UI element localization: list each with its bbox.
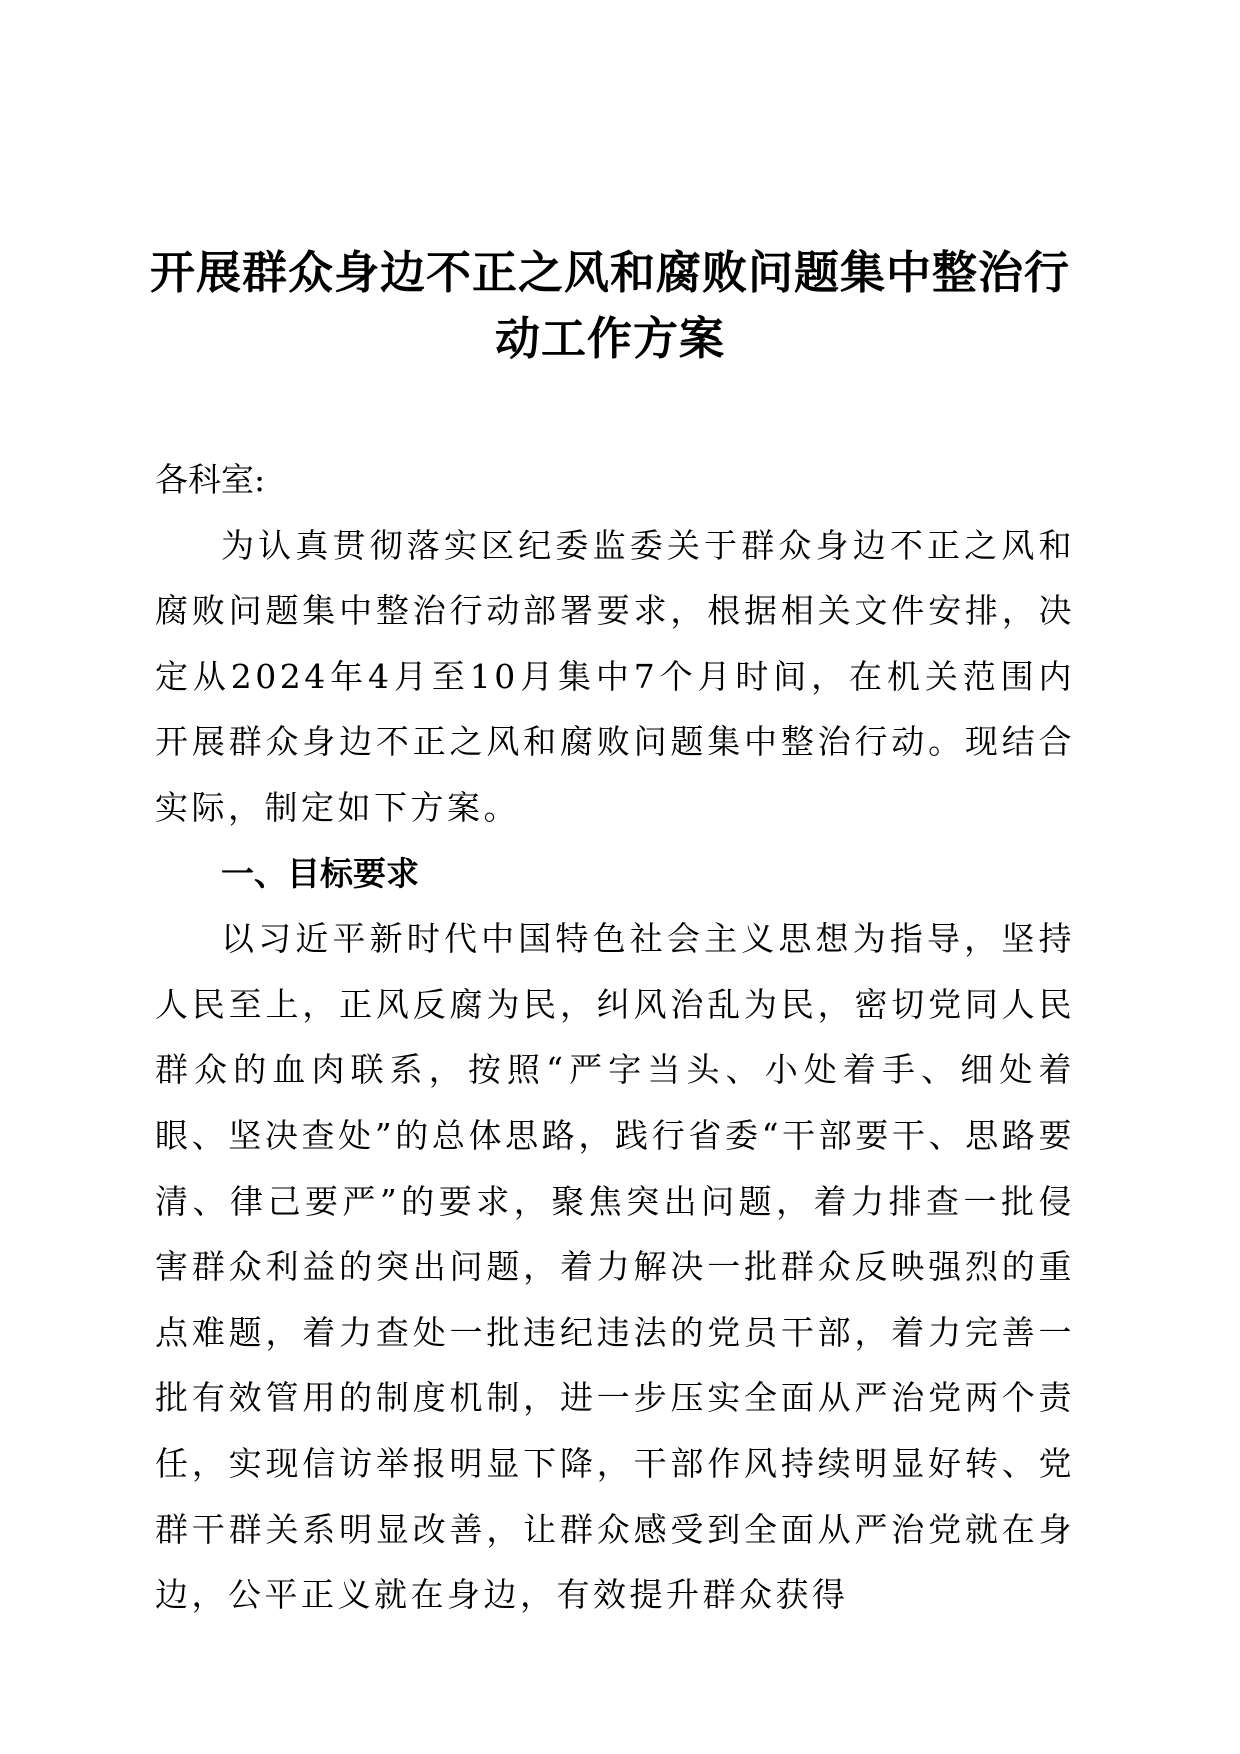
salutation: 各科室: [155, 460, 266, 499]
document-title: 开展群众身边不正之风和腐败问题集中整治行动工作方案 [150, 246, 1071, 365]
goals-paragraph: 以习近平新时代中国特色社会主义思想为指导，坚持人民至上，正风反腐为民，纠风治乱为民，密切党同人民群众的血肉联系，按照“严字当头、小处着手、细处着眼、坚决查处”的总体思路，践行省委“干部要干、思路要清、律己要严”的要求，聚焦突出问题，着力排查一批侵害群众利益的突出问题，着力解决一批群众反映强烈的重点难题，着力查处一批违纪违法的党员干部，着力完善一批有效管用的制度机制，进一步压实全面从严治党两个责任，实现信访举报明显下降，干部作风持续明显好转、党群干群关系明显改善，让群众感受到全面从严治党就在身边，公平正义就在身边，有效提升群众获得 [155, 919, 1075, 1615]
document-body [155, 447, 1075, 1628]
intro-paragraph: 为认真贯彻落实区纪委监委关于群众身边不正之风和腐败问题集中整治行动部署要求，根据相关文件安排，决定从2024年4月至10月集中7个月时间，在机关范围内开展群众身边不正之风和腐败问题集中整治行动。现结合实际，制定如下方案。 [155, 525, 1075, 827]
section-heading-goals: 一、目标要求 [221, 853, 419, 893]
